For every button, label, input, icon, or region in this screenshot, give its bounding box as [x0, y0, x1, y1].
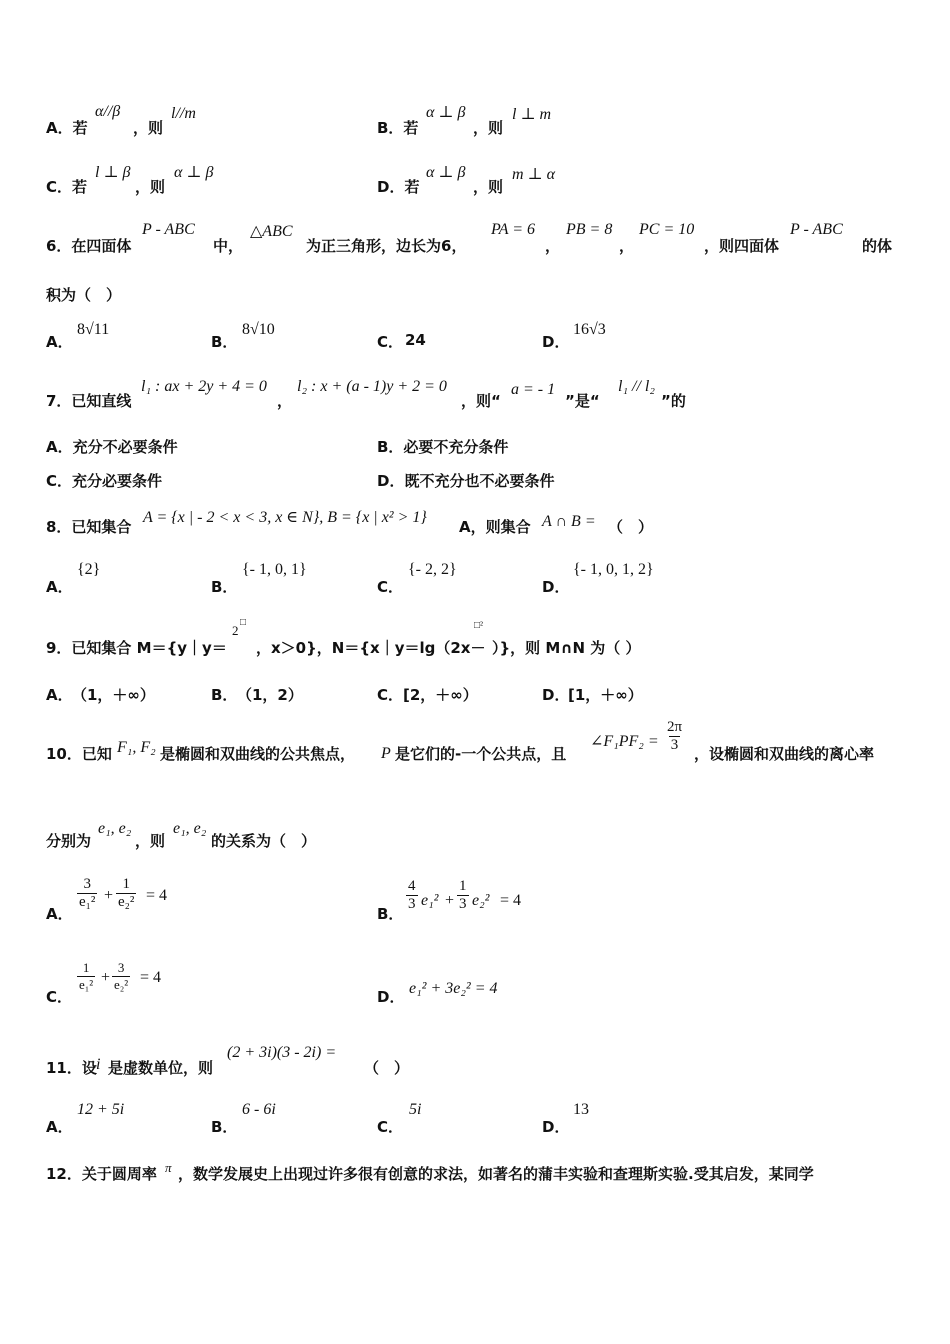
q6-text-6: ，则四面体 [704, 237, 780, 255]
q6-text-2: 中， [213, 237, 244, 255]
q6-opt-d-value: 16√3 [573, 321, 606, 338]
q5-b-label: B．若 [377, 119, 419, 137]
q11-opt-b-label: B． [211, 1118, 238, 1136]
q5-d-mid: ，则 [473, 178, 504, 196]
q6-opt-a-value: 8√11 [77, 321, 110, 338]
q9-sup-2: □² [474, 620, 484, 631]
q10-opt-b-e2: e₂² [472, 892, 490, 909]
q7-opt-b: B．必要不充分条件 [377, 438, 509, 456]
q6-text-5: ， [619, 237, 635, 255]
q5-b-mid: ，则 [473, 119, 504, 137]
q10-opt-b-label: B． [377, 905, 404, 923]
q12-text-1: 12．关于圆周率 [46, 1165, 157, 1183]
q5-c-cond: l ⊥ β [95, 164, 131, 181]
q5-a-res: l//m [171, 105, 196, 122]
q7-opt-a: A．充分不必要条件 [46, 438, 178, 456]
q8-opt-b-value: {- 1, 0, 1} [242, 561, 307, 578]
q10-opt-b-frac-2-den: 3 [459, 896, 467, 912]
q6-opt-c-label: C． [377, 333, 404, 351]
q5-a-label: A．若 [46, 119, 88, 137]
q10-opt-b-plus: + [445, 892, 455, 909]
q9-text-3: ）}，则 M∩N 为（ ） [492, 639, 641, 657]
q8-text-3: （ ） [608, 518, 654, 536]
q10-opt-b-frac-2 [457, 878, 469, 913]
q11-text-1: 11．设 [46, 1059, 97, 1077]
q7-text-2: ， [277, 392, 293, 410]
q11-opt-b-value: 6 - 6i [242, 1101, 276, 1118]
q11-math-2: (2 + 3i)(3 - 2i) = [227, 1044, 337, 1061]
q9-opt-a-value: （1，＋∞） [72, 686, 155, 704]
q5-c-res: α ⊥ β [174, 164, 214, 181]
q6-opt-b-value: 8√10 [242, 321, 275, 338]
q10-opt-a-frac-1-num: 3 [83, 876, 91, 892]
q10-opt-c-frac-2-den: e₂² [114, 977, 129, 992]
q8-text-1: 8．已知集合 [46, 518, 132, 536]
q10-opt-b-e1: e₁² [421, 892, 439, 909]
q11-opt-c-label: C． [377, 1118, 404, 1136]
q10-opt-a-frac-2 [116, 876, 136, 911]
q10-line2-text-1: 分别为 [46, 832, 92, 850]
q10-line2-text-3: 的关系为（ ） [211, 832, 317, 850]
q6-text-7: 的体 [862, 237, 893, 255]
q10-frac-den: 3 [670, 737, 679, 753]
q10-text-4: ，设椭圆和双曲线的离心率 [694, 745, 875, 763]
q9-opt-d-label: D． [542, 686, 570, 704]
q8-opt-d-value: {- 1, 0, 1, 2} [573, 561, 654, 578]
q7-text-4: ”是“ [565, 392, 600, 410]
q10-opt-c-label: C． [46, 988, 73, 1006]
q10-fraction [665, 719, 684, 754]
q5-b-res: l ⊥ m [512, 106, 552, 123]
q7-text-3: ，则“ [461, 392, 501, 410]
q9-text-2: ，x＞0}，N＝{x｜y＝lg（2x－ [256, 639, 486, 657]
q10-line2-math-1: e₁, e₂ [98, 820, 132, 837]
q9-opt-b-label: B． [211, 686, 238, 704]
q10-opt-c-frac-1-den: e₁² [79, 977, 94, 992]
q6-math-5: PC = 10 [639, 221, 695, 238]
q6-opt-b-label: B． [211, 333, 238, 351]
q8-opt-a-label: A． [46, 578, 73, 596]
q8-opt-c-value: {- 2, 2} [408, 561, 457, 578]
q8-text-2: A，则集合 [459, 518, 531, 536]
q10-line2-math-2: e₁, e₂ [173, 820, 207, 837]
q10-text-2: 是椭圆和双曲线的公共焦点， [160, 745, 356, 763]
q10-opt-a-frac-2-den: e₂² [118, 894, 135, 910]
q6-opt-c-value: 24 [405, 331, 426, 349]
q6-math-6: P - ABC [790, 221, 843, 238]
q7-text-5: ”的 [661, 392, 686, 410]
q6-math-2: △ABC [250, 223, 293, 240]
q9-base: 2 [232, 623, 239, 638]
q10-opt-a-frac-2-num: 1 [122, 876, 130, 892]
q6-opt-a-label: A． [46, 333, 73, 351]
q5-d-cond: α ⊥ β [426, 164, 466, 181]
q5-d-label: D．若 [377, 178, 420, 196]
q10-opt-b-frac-1 [406, 878, 418, 913]
q7-math-2: l₂ : x + (a - 1)y + 2 = 0 [297, 378, 447, 395]
q5-a-cond: α//β [95, 103, 121, 120]
q10-opt-c-frac-1-num: 1 [82, 960, 90, 975]
q9-sup-1: □ [240, 617, 247, 628]
q9-opt-a-label: A． [46, 686, 73, 704]
q10-opt-b-eq: = 4 [500, 892, 522, 909]
q9-opt-b-value: （1，2） [237, 686, 303, 704]
q10-text-3: 是它们的-一个公共点，且 [395, 745, 567, 763]
q10-opt-c-frac-1 [77, 960, 95, 993]
q5-b-cond: α ⊥ β [426, 104, 466, 121]
q6-text-4: ， [545, 237, 561, 255]
q11-opt-a-value: 12 + 5i [77, 1101, 125, 1118]
q8-opt-d-label: D． [542, 578, 570, 596]
q7-opt-c: C．充分必要条件 [46, 472, 163, 490]
q9-opt-d-value: [1，＋∞） [568, 686, 643, 704]
q10-opt-c-frac-2 [112, 960, 130, 993]
q8-math-1: A = {x | - 2 < x < 3, x ∈ N}, B = {x | x² > 1} [143, 509, 427, 526]
q10-opt-a-frac-1 [77, 876, 97, 911]
q10-text-1: 10．已知 [46, 745, 112, 763]
q10-opt-c-plus: + [101, 969, 111, 986]
q6-opt-d-label: D． [542, 333, 570, 351]
q6-math-3: PA = 6 [491, 221, 535, 238]
q9-text-1: 9．已知集合 M＝{y｜y＝ [46, 639, 227, 657]
q11-opt-d-label: D． [542, 1118, 570, 1136]
q10-opt-a-plus: + [104, 887, 114, 904]
q10-opt-a-eq: = 4 [146, 887, 168, 904]
q10-opt-a-label: A． [46, 905, 73, 923]
q6-text-1: 6．在四面体 [46, 237, 132, 255]
q8-opt-b-label: B． [211, 578, 238, 596]
q5-c-mid: ，则 [135, 178, 166, 196]
q6-math-1: P - ABC [142, 221, 195, 238]
q11-opt-c-value: 5i [409, 1101, 422, 1118]
q10-math-3: ∠F₁PF₂ = [590, 733, 659, 750]
q10-math-2: P [381, 745, 391, 762]
q9-opt-c-label: C． [377, 686, 404, 704]
q7-text-1: 7．已知直线 [46, 392, 132, 410]
q11-text-2: 是虚数单位，则 [108, 1059, 214, 1077]
q11-opt-d-value: 13 [573, 1101, 589, 1118]
q10-opt-c-eq: = 4 [140, 969, 162, 986]
q10-frac-num: 2π [667, 719, 683, 735]
q8-opt-c-label: C． [377, 578, 404, 596]
q10-opt-b-frac-1-den: 3 [408, 896, 416, 912]
q5-c-label: C．若 [46, 178, 88, 196]
q9-opt-c-value: [2，＋∞） [403, 686, 478, 704]
q12-text-2: ，数学发展史上出现过许多很有创意的求法，如著名的蒲丰实验和查理斯实验.受其启发，某同学 [178, 1165, 814, 1183]
q11-text-3: （ ） [364, 1059, 410, 1077]
q7-math-1: l₁ : ax + 2y + 4 = 0 [141, 378, 267, 395]
q10-math-1: F₁, F₂ [117, 739, 156, 756]
q10-opt-d-expr: e₁² + 3e₂² = 4 [409, 980, 498, 997]
q7-opt-d: D．既不充分也不必要条件 [377, 472, 555, 490]
q6-line-2: 积为（ ） [46, 286, 122, 304]
q10-opt-c-frac-2-num: 3 [117, 960, 125, 975]
q5-d-res: m ⊥ α [512, 166, 555, 183]
q7-math-4: l₁ // l₂ [618, 378, 655, 395]
q10-opt-b-frac-1-num: 4 [408, 878, 416, 894]
q6-math-4: PB = 8 [566, 221, 613, 238]
q10-opt-b-frac-2-num: 1 [459, 878, 467, 894]
q10-opt-a-frac-1-den: e₁² [79, 894, 96, 910]
q11-opt-a-label: A． [46, 1118, 73, 1136]
q5-a-mid: ，则 [133, 119, 164, 137]
q10-opt-d-label: D． [377, 988, 405, 1006]
q12-math-1: π [165, 1160, 172, 1175]
q11-math-1: i [96, 1056, 101, 1073]
q10-line2-text-2: ，则 [135, 832, 166, 850]
q6-text-3: 为正三角形，边长为6， [306, 237, 467, 255]
q7-math-3: a = - 1 [511, 381, 556, 398]
q8-opt-a-value: {2} [77, 561, 101, 578]
q8-math-2: A ∩ B = [542, 513, 596, 530]
